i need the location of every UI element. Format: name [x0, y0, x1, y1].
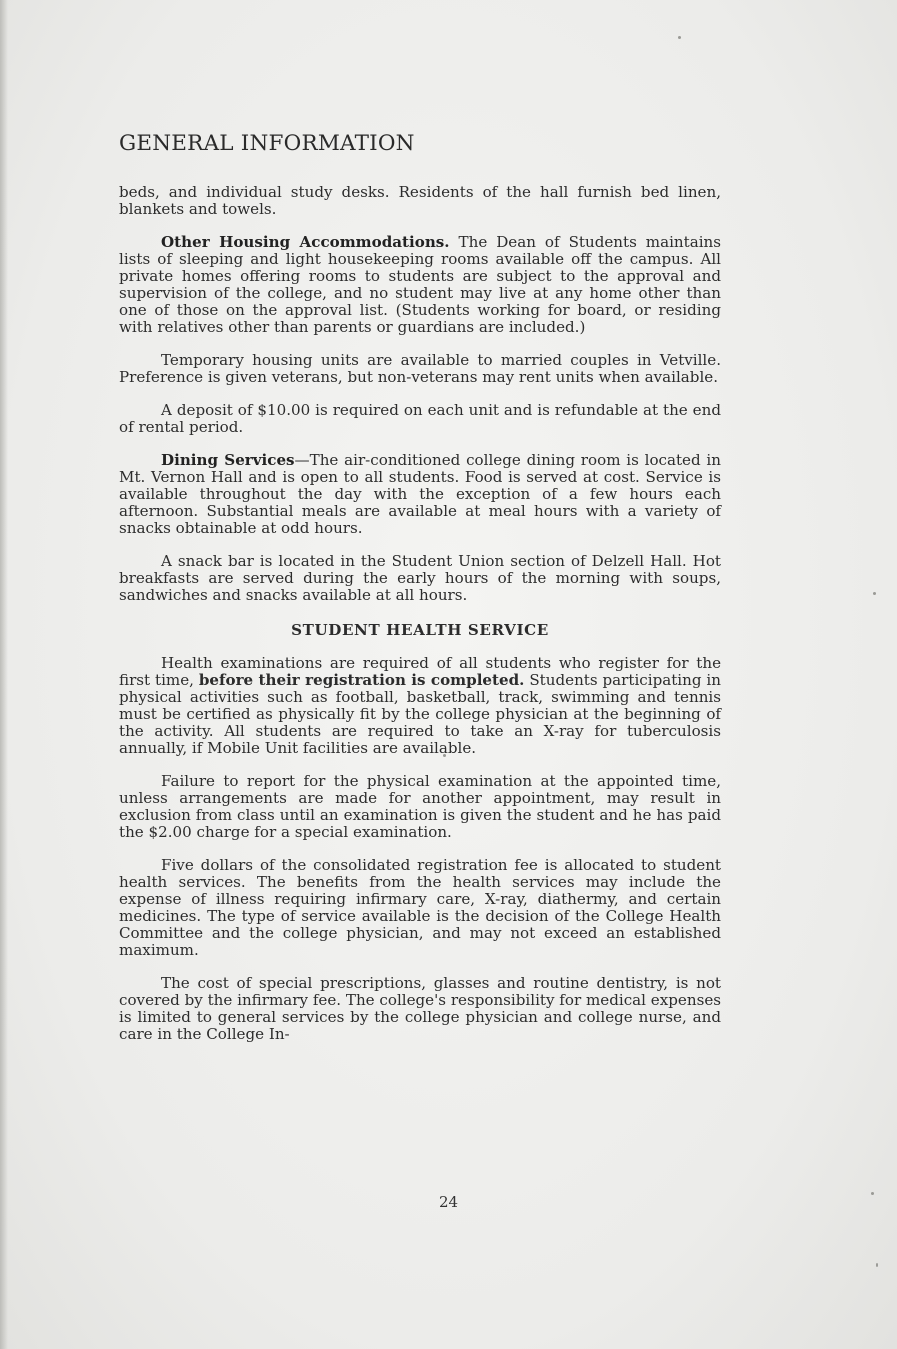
page-edge-shadow	[0, 0, 8, 1349]
paragraph-snack-bar: A snack bar is located in the Student Union section of Delzell Hall. Hot breakfasts are served during the early hours of the morning with soups, sandwiches and snacks available at all hours.	[119, 552, 721, 604]
emphasis-registration: before their registration is completed.	[198, 671, 525, 689]
paragraph-failure-to-report: Failure to report for the physical examination at the appointed time, unless arrangements are made for another appointment, may result in exclusion from class until an examination is given the student and he has paid the $2.00 charge for a special examination.	[119, 772, 721, 841]
section-heading-student-health: STUDENT HEALTH SERVICE	[291, 621, 549, 639]
paragraph-special-costs: The cost of special prescriptions, glasses and routine dentistry, is not covered by the infirmary fee. The college's responsibility for medical expenses is limited to general services by the college physician and college nurse, and care in the College In-	[119, 974, 721, 1043]
lead-other-housing: Other Housing Accommodations.	[161, 233, 450, 251]
lead-dining-services: Dining Services	[161, 451, 295, 469]
paper-speck	[873, 592, 876, 595]
paragraph-dining-services: Dining Services—The air-conditioned college dining room is located in Mt. Vernon Hall and is open to all students. Food is served at cost. Service is available throughout the day with the exception of a few hours each afternoon. Substantial meals are available at meal hours with a variety of snacks obtainable at odd hours.	[119, 451, 721, 537]
paragraph-residence-hall: beds, and individual study desks. Residents of the hall furnish bed linen, blankets and towels.	[119, 183, 721, 218]
paragraph-deposit: A deposit of $10.00 is required on each unit and is refundable at the end of rental period.	[119, 401, 721, 436]
page-number: 24	[438, 1193, 459, 1211]
paragraph-health-fee: Five dollars of the consolidated registration fee is allocated to student health services. The benefits from the health services may include the expense of illness requiring infirmary care, X-ray, diathermy, and certain medicines. The type of service available is the decision of the College Health Committee and the college physician, and may not exceed an established maximum.	[119, 856, 721, 959]
running-head: GENERAL INFORMATION	[119, 131, 415, 156]
paper-speck	[678, 36, 681, 39]
paragraph-health-exams: Health examinations are required of all students who register for the first time, before their registration is completed. Students participating in physical activities such as football, basketball, track, swimming and tennis must be certified as physically fit by the college physician at the beginning of the activity. All students are required to take an X-ray for tuberculosis annually, if Mobile Unit facilities are available.	[119, 654, 721, 757]
paragraph-temporary-housing: Temporary housing units are available to married couples in Vetville. Preference is given veterans, but non-veterans may rent units when available.	[119, 351, 721, 386]
body-text	[119, 184, 721, 1059]
paper-speck	[876, 1263, 878, 1267]
paragraph-other-housing: Other Housing Accommodations. The Dean of Students maintains lists of sleeping and light housekeeping rooms available off the campus. All private homes offering rooms to students are subject to the approval and supervision of the college, and no student may live at any home other than one of those on the approval list. (Students working for board, or residing with relatives other than parents or guardians are included.)	[119, 233, 721, 336]
